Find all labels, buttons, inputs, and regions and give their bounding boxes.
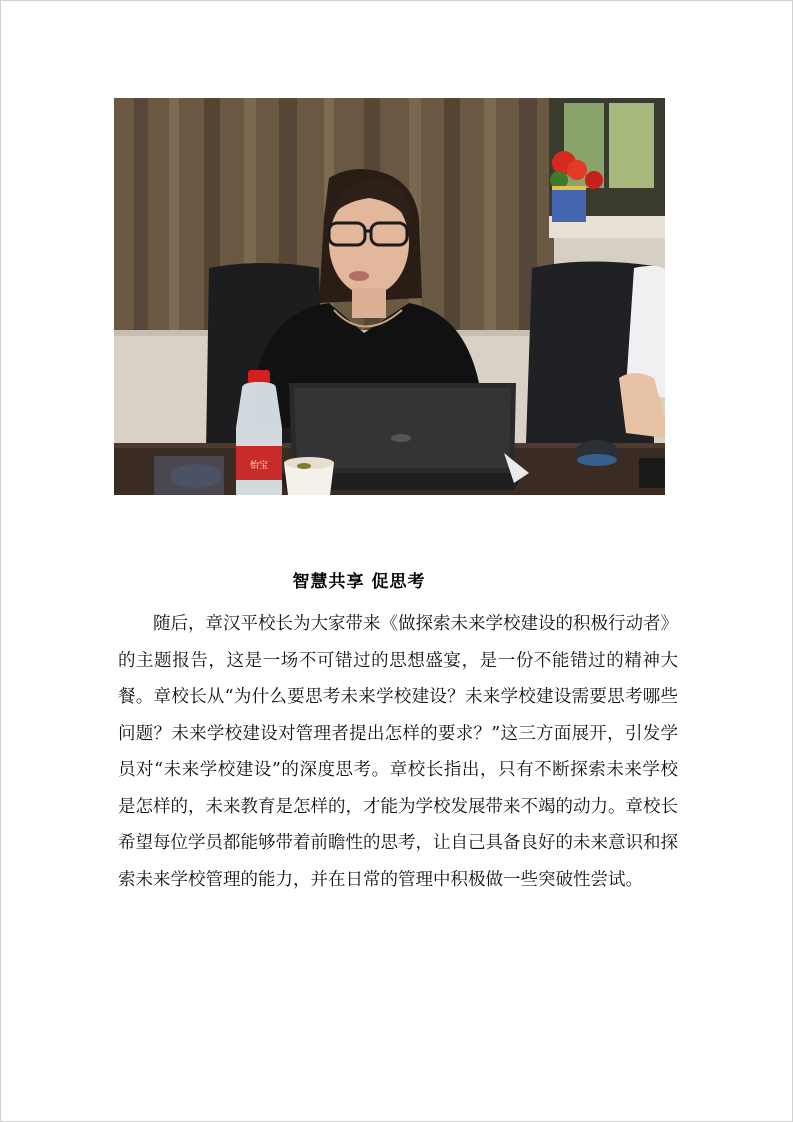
water-bottle — [236, 370, 282, 495]
phone — [639, 458, 665, 488]
meeting-photo — [114, 98, 665, 495]
paper-cup — [284, 457, 334, 495]
mouse-right — [575, 440, 619, 466]
mouse-left — [154, 456, 224, 495]
section-heading: 智慧共享 促思考 — [292, 572, 426, 592]
article-paragraph: 随后，章汉平校长为大家带来《做探索未来学校建设的积极行动者》的主题报告，这是一场不可错过的思想盛宴，是一份不能错过的精神大餐。章校长从“为什么要思考未来学校建设？未来学校建设需要思考哪些问题？未来学校建设对管理者提出怎样的要求？”这三方面展开，引发学员对“未来学校建设”的深度思考。章校长指出，只有不断探索未来学校是怎样的，未来教育是怎样的，才能为学校发展带来不竭的动力。章校长希望每位学员都能够带着前瞻性的思考，让自己具备良好的未来意识和探索未来学校管理的能力，并在日常的管理中积极做一些突破性尝试。 — [118, 614, 678, 890]
bottle-label: 怡宝 — [249, 461, 269, 471]
